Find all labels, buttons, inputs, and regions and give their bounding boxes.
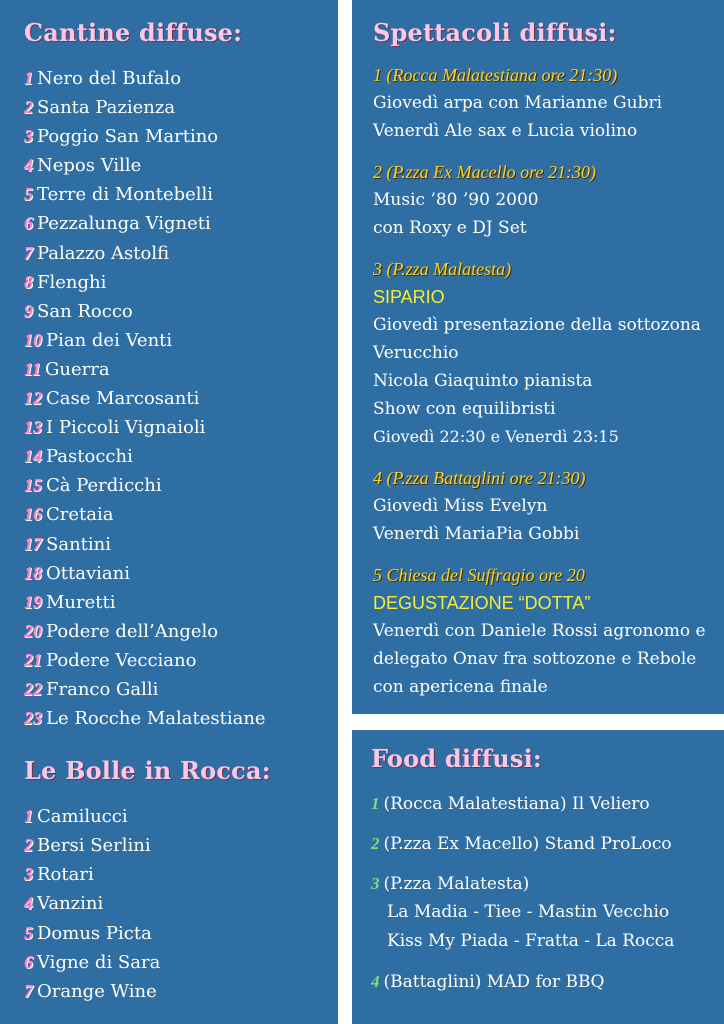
event-line: Music ’80 ’90 2000 <box>373 190 539 210</box>
spettacoli-events <box>373 62 724 701</box>
cantine-item-name: Franco Galli <box>46 678 159 700</box>
bolle-item <box>24 860 338 889</box>
spettacolo-event <box>373 256 724 451</box>
cantine-item <box>24 151 338 180</box>
cantine-item <box>24 268 338 297</box>
spettacolo-event <box>373 562 724 701</box>
spettacolo-event <box>373 465 724 548</box>
bolle-item <box>24 919 338 948</box>
cantine-item-number: 15 <box>24 475 42 496</box>
food-panel <box>352 730 724 1024</box>
cantine-item-number: 3 <box>24 126 33 147</box>
food-item-text: (Rocca Malatestiana) Il Veliero <box>383 794 650 814</box>
cantine-item-number: 13 <box>24 417 42 438</box>
food-item-text: (P.zza Ex Macello) Stand ProLoco <box>383 834 672 854</box>
cantine-item <box>24 355 338 384</box>
spettacoli-title: Spettacoli diffusi: <box>373 18 617 47</box>
cantine-item-number: 7 <box>24 242 33 263</box>
food-item-number: 1 <box>371 794 380 813</box>
cantine-item-name: Pezzalunga Vigneti <box>37 213 211 235</box>
cantine-panel <box>0 0 338 1024</box>
cantine-item-number: 20 <box>24 620 42 641</box>
cantine-item-name: Poggio San Martino <box>37 126 219 148</box>
cantine-item-number: 17 <box>24 533 42 554</box>
bolle-item <box>24 802 338 831</box>
event-line: Show con equilibristi <box>373 399 556 419</box>
cantine-item-number: 23 <box>24 708 42 729</box>
bolle-item-name: Bersi Serlini <box>37 835 151 857</box>
event-subtitle: DEGUSTAZIONE “DOTTA” <box>373 593 591 613</box>
food-item <box>371 830 724 858</box>
cantine-item-name: Flenghi <box>37 271 107 293</box>
cantine-item-number: 10 <box>24 329 42 350</box>
food-item <box>371 968 724 996</box>
bolle-item-number: 4 <box>24 893 33 914</box>
event-line: Venerdì MariaPia Gobbi <box>373 524 580 544</box>
cantine-item-number: 22 <box>24 678 42 699</box>
cantine-item <box>24 530 338 559</box>
cantine-item <box>24 209 338 238</box>
food-list <box>371 790 724 996</box>
cantine-item-name: Nero del Bufalo <box>37 68 182 89</box>
event-line: delegato Onav fra sottozone e Rebole <box>373 649 697 669</box>
cantine-item <box>24 297 338 326</box>
cantine-item <box>24 180 338 209</box>
cantine-item-number: 9 <box>24 300 33 321</box>
bolle-item-number: 5 <box>24 922 33 943</box>
bolle-item-name: Camilucci <box>37 806 128 828</box>
cantine-item <box>24 500 338 529</box>
cantine-item-number: 8 <box>24 271 33 292</box>
cantine-item-name: Ottaviani <box>46 562 130 584</box>
event-line: Venerdì Ale sax e Lucia violino <box>373 121 638 141</box>
cantine-item-name: Pastocchi <box>46 446 133 468</box>
spettacoli-panel <box>352 0 724 714</box>
cantine-item-name: Palazzo Astolfi <box>37 242 170 264</box>
event-line: Giovedì Miss Evelyn <box>373 496 548 516</box>
event-heading: 2 (P.zza Ex Macello ore 21:30) <box>373 162 596 182</box>
cantine-item <box>24 239 338 268</box>
event-line: con apericena finale <box>373 677 548 697</box>
food-item-line <box>371 870 724 898</box>
cantine-item-number: 16 <box>24 504 42 525</box>
bolle-item <box>24 889 338 918</box>
event-subtitle: SIPARIO <box>373 287 445 307</box>
food-item-line <box>371 968 724 996</box>
cantine-item <box>24 93 338 122</box>
cantine-item-name: Case Marcosanti <box>46 388 200 410</box>
cantine-item-name: Santini <box>46 533 111 555</box>
bolle-item-number: 7 <box>24 980 33 1001</box>
cantine-item-number: 12 <box>24 388 42 409</box>
event-heading: 5 Chiesa del Suffragio ore 20 <box>373 565 585 585</box>
bolle-item <box>24 948 338 977</box>
event-heading: 3 (P.zza Malatesta) <box>373 259 512 279</box>
bolle-item-number: 3 <box>24 864 33 885</box>
event-line: con Roxy e DJ Set <box>373 218 527 238</box>
bolle-item-name: Vanzini <box>37 893 104 915</box>
bolle-item-name: Vigne di Sara <box>37 951 161 973</box>
cantine-item <box>24 588 338 617</box>
food-item-vendors: Kiss My Piada - Fratta - La Rocca <box>387 931 675 951</box>
cantine-title: Cantine diffuse: <box>24 18 243 47</box>
event-heading: 4 (P.zza Battaglini ore 21:30) <box>373 468 586 488</box>
bolle-title: Le Bolle in Rocca: <box>24 756 271 786</box>
bolle-item <box>24 831 338 860</box>
cantine-item-name: Podere Vecciano <box>46 649 197 671</box>
cantine-item-number: 6 <box>24 213 33 234</box>
spettacolo-event <box>373 159 724 242</box>
cantine-item-number: 1 <box>24 68 33 88</box>
food-item <box>371 870 724 956</box>
food-item-text: (Battaglini) MAD for BBQ <box>383 972 605 992</box>
bolle-item-number: 6 <box>24 951 33 972</box>
event-line: Giovedì arpa con Marianne Gubri <box>373 93 663 113</box>
food-item-line <box>371 830 724 858</box>
event-line: Giovedì presentazione della sottozona <box>373 315 701 335</box>
cantine-item-name: Cà Perdicchi <box>46 475 162 497</box>
cantine-item <box>24 704 338 733</box>
food-item-number: 2 <box>371 834 380 853</box>
cantine-item-name: Santa Pazienza <box>37 97 176 119</box>
cantine-item-number: 2 <box>24 97 33 118</box>
bolle-item-number: 2 <box>24 835 33 856</box>
cantine-item <box>24 617 338 646</box>
cantine-item-number: 5 <box>24 184 33 205</box>
cantine-item <box>24 413 338 442</box>
event-heading: 1 (Rocca Malatestiana ore 21:30) <box>373 65 618 85</box>
bolle-list <box>24 802 338 1006</box>
food-item-number: 3 <box>371 874 380 893</box>
food-item-line <box>371 790 724 818</box>
food-item-text: (P.zza Malatesta) <box>383 874 530 894</box>
cantine-item-name: Terre di Montebelli <box>37 184 214 206</box>
cantine-item-number: 21 <box>24 649 42 670</box>
bolle-item-name: Rotari <box>37 864 94 886</box>
food-item <box>371 790 724 818</box>
cantine-item-name: Podere dell’Angelo <box>46 620 219 642</box>
food-title: Food diffusi: <box>371 744 542 773</box>
bolle-item-name: Orange Wine <box>37 980 157 1002</box>
cantine-item-number: 14 <box>24 446 42 467</box>
cantine-item-name: Muretti <box>46 591 116 613</box>
spettacolo-event <box>373 62 724 145</box>
cantine-item <box>24 442 338 471</box>
food-item-number: 4 <box>371 972 380 991</box>
cantine-item <box>24 384 338 413</box>
event-line: Nicola Giaquinto pianista <box>373 371 593 391</box>
cantine-item <box>24 326 338 355</box>
cantine-item-name: Cretaia <box>46 504 114 526</box>
cantine-item <box>24 122 338 151</box>
cantine-item-name: Le Rocche Malatestiane <box>46 708 266 730</box>
cantine-item-number: 11 <box>24 358 42 379</box>
food-item-vendors: La Madia - Tiee - Mastin Vecchio <box>387 902 670 922</box>
cantine-item-name: Nepos Ville <box>37 155 142 177</box>
cantine-item-name: Pian dei Venti <box>46 329 173 351</box>
cantine-item <box>24 471 338 500</box>
event-line: Verucchio <box>373 343 459 363</box>
cantine-item-number: 19 <box>24 591 42 612</box>
cantine-item-number: 18 <box>24 562 42 583</box>
event-line: Venerdì con Daniele Rossi agronomo e <box>373 621 706 641</box>
bolle-item-number: 1 <box>24 806 33 827</box>
cantine-item <box>24 64 338 93</box>
event-line: Giovedì 22:30 e Venerdì 23:15 <box>373 427 619 446</box>
cantine-item-name: I Piccoli Vignaioli <box>46 417 206 439</box>
bolle-item-name: Domus Picta <box>37 922 152 944</box>
cantine-list <box>24 64 338 733</box>
cantine-item <box>24 559 338 588</box>
cantine-item <box>24 675 338 704</box>
cantine-item-name: San Rocco <box>37 300 133 322</box>
cantine-item-name: Guerra <box>45 358 110 380</box>
bolle-item <box>24 977 338 1006</box>
cantine-item-number: 4 <box>24 155 33 176</box>
cantine-item <box>24 646 338 675</box>
